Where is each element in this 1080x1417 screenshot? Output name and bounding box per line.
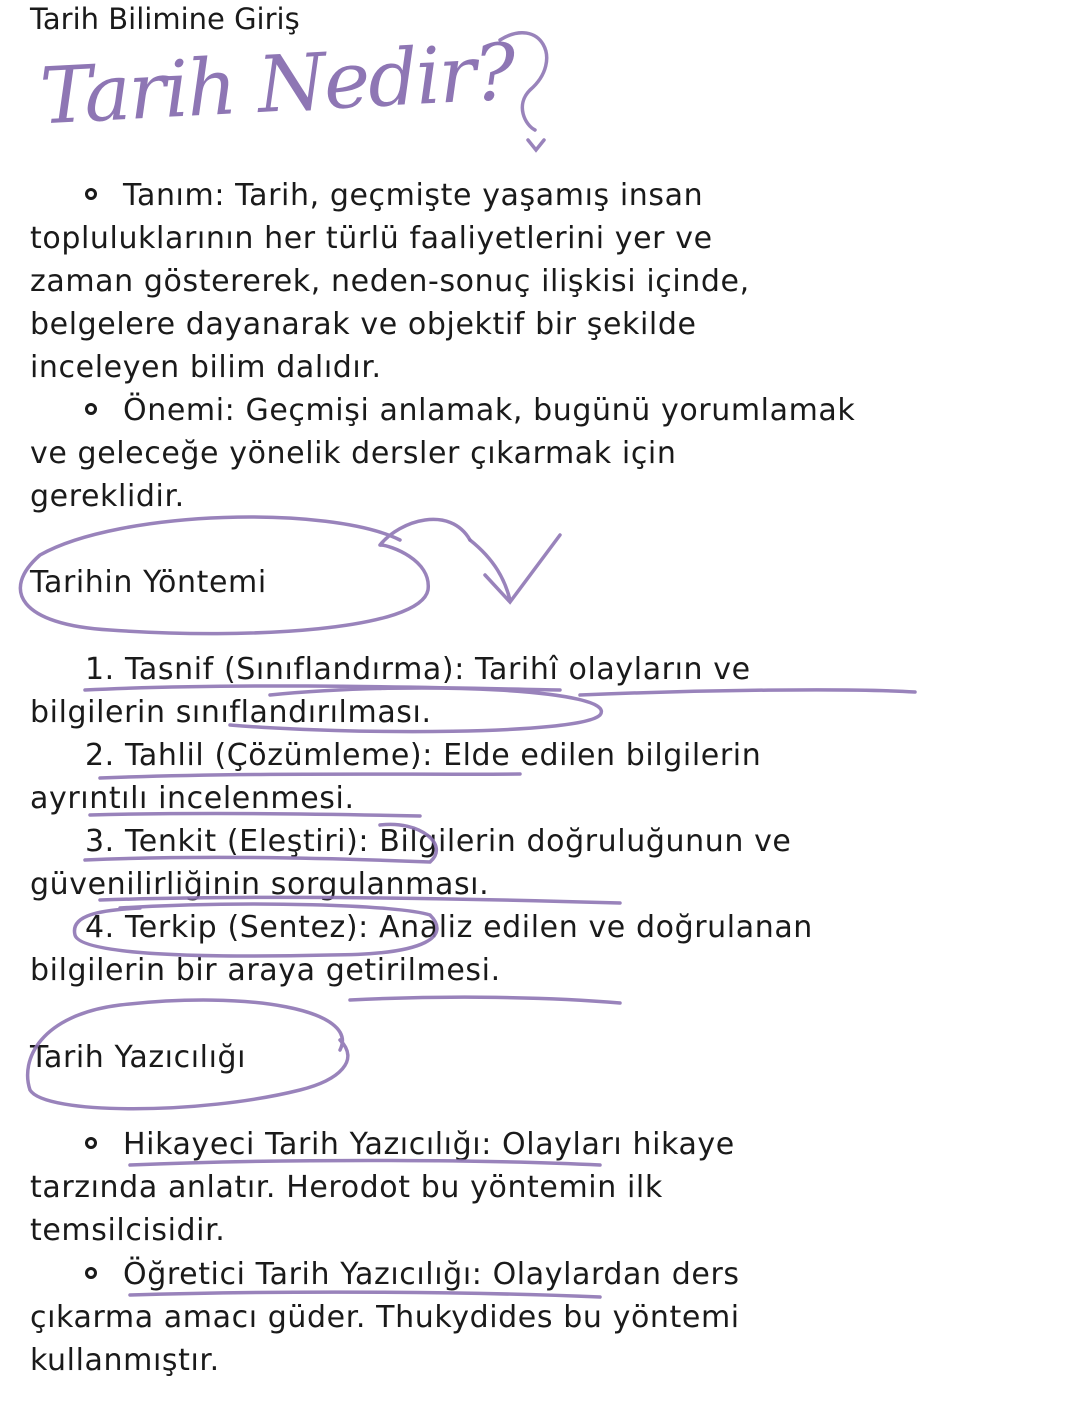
- line-text: Önemi: Geçmişi anlamak, bugünü yorumlamak: [123, 393, 856, 428]
- page-title: Tarih Bilimine Giriş: [30, 2, 300, 36]
- line-text: zaman göstererek, neden-sonuç ilişkisi içinde,: [30, 264, 750, 299]
- line-text: ayrıntılı incelenmesi.: [30, 781, 355, 816]
- line-text: belgelere dayanarak ve objektif bir şekilde: [30, 307, 697, 342]
- section-heading: Tarihin Yöntemi: [30, 565, 267, 600]
- line-text: bilgilerin bir araya getirilmesi.: [30, 953, 501, 988]
- line-text: çıkarma amacı güder. Thukydides bu yöntemi: [30, 1300, 740, 1335]
- bullet-icon: [85, 1137, 97, 1149]
- line-text: inceleyen bilim dalıdır.: [30, 350, 382, 385]
- line-text: gereklidir.: [30, 479, 185, 514]
- line-text: temsilcisidir.: [30, 1213, 226, 1248]
- bullet-icon: [85, 188, 97, 200]
- line-text: topluluklarının her türlü faaliyetlerini yer ve: [30, 221, 713, 256]
- line-text: Öğretici Tarih Yazıcılığı: Olaylardan ders: [123, 1257, 740, 1292]
- line-text: ve geleceğe yönelik dersler çıkarmak için: [30, 436, 677, 471]
- bullet-item: [85, 1255, 740, 1295]
- line-text: Hikayeci Tarih Yazıcılığı: Olayları hikaye: [123, 1127, 735, 1162]
- line-text: güvenilirliğinin sorgulanması.: [30, 867, 490, 902]
- line-text: 2. Tahlil (Çözümleme): Elde edilen bilgilerin: [85, 738, 762, 773]
- bullet-item: [85, 176, 703, 216]
- line-text: 4. Terkip (Sentez): Analiz edilen ve doğrulanan: [85, 910, 813, 945]
- bullet-icon: [85, 1267, 97, 1279]
- section-heading: Tarih Yazıcılığı: [30, 1040, 247, 1075]
- bullet-icon: [85, 403, 97, 415]
- line-text: 3. Tenkit (Eleştiri): Bilgilerin doğruluğunun ve: [85, 824, 792, 859]
- arrow-icon: [470, 535, 560, 602]
- line-text: 1. Tasnif (Sınıflandırma): Tarihî olayların ve: [85, 652, 751, 687]
- line-text: Tanım: Tarih, geçmişte yaşamış insan: [123, 178, 704, 213]
- line-text: tarzında anlatır. Herodot bu yöntemin ilk: [30, 1170, 663, 1205]
- handwritten-heading: Tarih Nedir?: [37, 27, 517, 143]
- bullet-item: [85, 1125, 735, 1165]
- line-text: bilgilerin sınıflandırılması.: [30, 695, 432, 730]
- line-text: kullanmıştır.: [30, 1343, 220, 1378]
- bullet-item: [85, 391, 855, 431]
